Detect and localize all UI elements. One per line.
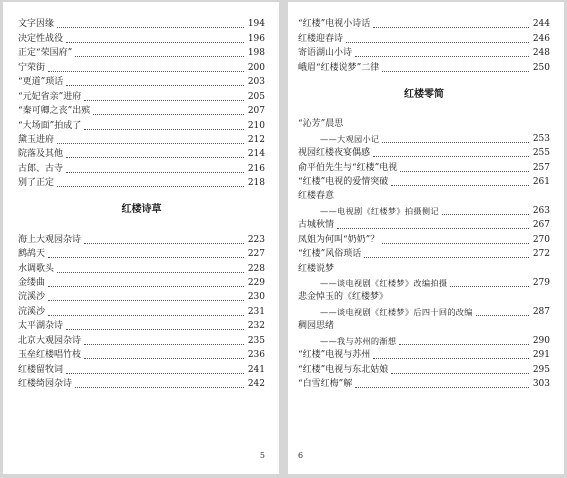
toc-entry-title: “白雪红梅”解	[298, 379, 353, 390]
toc-entry-page: 223	[247, 234, 265, 245]
dot-leader	[57, 271, 244, 273]
toc-subtitle-row	[298, 303, 550, 317]
dot-leader	[66, 41, 244, 43]
toc-entry-page: 194	[247, 19, 265, 30]
toc-entry-row	[18, 289, 265, 303]
toc-entry-title: 海上大观园杂诗	[18, 234, 82, 245]
toc-entry-row	[298, 159, 550, 173]
dot-leader	[382, 141, 528, 143]
toc-entry-title: 别了正定	[18, 178, 55, 189]
dot-leader	[66, 156, 244, 158]
toc-entry-title: 俞平伯先生与“红楼”电视	[298, 162, 398, 173]
toc-entry-row	[18, 59, 265, 73]
toc-entry-title: 鹧鸪天	[18, 249, 46, 260]
toc-entry-row	[298, 16, 550, 30]
toc-entry-page: 257	[532, 162, 550, 173]
toc-entry-title: ——谈电视剧《红楼梦》改编拍摄	[320, 278, 448, 288]
toc-entry-title: 浣溪沙	[18, 292, 46, 303]
dot-leader	[346, 41, 529, 43]
toc-entry-page: 228	[247, 263, 265, 274]
dot-leader	[373, 357, 529, 359]
toc-entry-title: 古城秋情	[298, 220, 335, 231]
toc-entry-row	[18, 347, 265, 361]
toc-entry-page: 261	[532, 176, 550, 187]
section-title-hongloulingjian: 红楼零简	[404, 88, 444, 100]
toc-entry-row	[18, 275, 265, 289]
dot-leader	[48, 285, 244, 287]
left-page	[3, 2, 279, 474]
toc-entry-row	[18, 361, 265, 375]
toc-entry-page: 290	[532, 335, 550, 346]
toc-entry-page: 303	[532, 379, 550, 390]
toc-entry-title: 玉垒红楼唱竹枝	[18, 350, 82, 361]
toc-entry-title: 视园红楼夜宴偶感	[298, 148, 371, 159]
toc-entry-row	[18, 146, 265, 160]
toc-entry-page: 229	[247, 278, 265, 288]
toc-entry-row	[18, 16, 265, 30]
toc-entry-row	[298, 347, 550, 361]
toc-entry-title: “红楼”电视的爱情突破	[298, 176, 389, 187]
dot-leader	[57, 142, 244, 144]
dot-leader	[364, 256, 529, 258]
dot-leader	[337, 227, 529, 229]
toc-entry-title: “大场面”拍成了	[18, 120, 82, 131]
toc-entry-title: 红楼春意	[298, 191, 335, 202]
toc-entry-title: 黛玉进府	[18, 134, 55, 145]
toc-entry-page: 248	[532, 48, 550, 59]
toc-entry-page: 207	[247, 106, 265, 117]
toc-entry-title: 红楼迎春诗	[298, 33, 344, 44]
dot-leader	[57, 26, 244, 28]
dot-leader	[57, 185, 244, 187]
toc-entry-page: 210	[247, 120, 265, 131]
toc-entry-row	[298, 376, 550, 390]
dot-leader	[84, 242, 244, 244]
toc-entry-row	[298, 289, 550, 303]
toc-entry-title: 稠园思绪	[298, 321, 335, 332]
toc-entry-title: “红楼”风俗琐话	[298, 249, 362, 260]
toc-entry-page: 270	[532, 234, 550, 245]
dot-leader	[84, 99, 244, 101]
toc-entry-page: 241	[247, 364, 265, 375]
toc-entry-row	[18, 231, 265, 245]
toc-entry-page: 287	[532, 306, 550, 317]
toc-entry-row	[298, 246, 550, 260]
dot-leader	[66, 84, 244, 86]
dot-leader	[66, 328, 244, 330]
toc-entry-page: 246	[532, 33, 550, 44]
toc-entry-row	[298, 116, 550, 130]
toc-entry-page: 235	[247, 335, 265, 346]
toc-entry-page: 216	[247, 163, 265, 174]
toc-entry-row	[18, 246, 265, 260]
page-number-right: 6	[298, 451, 304, 460]
dot-leader	[84, 343, 244, 345]
toc-entry-row	[298, 145, 550, 159]
toc-list-left-bottom	[18, 231, 265, 390]
dot-leader	[66, 171, 244, 173]
toc-entry-title: 红楼说梦	[298, 263, 335, 274]
toc-subtitle-row	[298, 202, 550, 216]
toc-entry-title: 金缕曲	[18, 278, 46, 288]
dot-leader	[75, 55, 244, 57]
toc-entry-page: 214	[247, 149, 265, 160]
toc-entry-title: “秦可卿之丧”出殡	[18, 106, 91, 117]
dot-leader	[382, 242, 529, 244]
toc-entry-title: 红楼绮园杂诗	[18, 379, 73, 390]
toc-entry-page: 196	[247, 33, 265, 44]
dot-leader	[450, 285, 528, 287]
toc-entry-title: 文字因缘	[18, 19, 55, 30]
toc-entry-row	[18, 376, 265, 390]
section-title-hongloushicao: 红楼诗草	[121, 204, 162, 216]
toc-entry-title: 宁荣街	[18, 62, 46, 73]
toc-entry-row	[18, 160, 265, 174]
toc-entry-title: “红楼”电视与东北姑娘	[298, 364, 389, 375]
toc-entry-page: 227	[247, 249, 265, 260]
toc-entry-title: “红楼”电视小诗话	[298, 19, 371, 30]
toc-entry-row	[298, 217, 550, 231]
toc-entry-page: 205	[247, 91, 265, 102]
toc-entry-row	[18, 260, 265, 274]
toc-subtitle-row	[298, 130, 550, 144]
right-page	[288, 2, 564, 474]
dot-leader	[355, 386, 529, 388]
toc-entry-title: 决定性战役	[18, 33, 64, 44]
toc-entry-page: 253	[532, 133, 550, 144]
dot-leader	[399, 343, 528, 345]
dot-leader	[48, 70, 244, 72]
toc-entry-row	[298, 45, 550, 59]
toc-entry-row	[298, 318, 550, 332]
toc-entry-page: 255	[532, 148, 550, 159]
dot-leader	[84, 128, 244, 130]
toc-entry-page: 295	[532, 364, 550, 375]
toc-entry-title: 凤姐为何叫“奶奶”？	[298, 234, 380, 245]
toc-entry-title: 悲金悼玉的《红楼梦》	[298, 292, 389, 303]
dot-leader	[48, 299, 244, 301]
dot-leader	[66, 372, 244, 374]
toc-list-right-top	[298, 16, 550, 74]
dot-leader	[48, 256, 244, 258]
toc-entry-title: “沁芳”晨思	[298, 119, 344, 130]
dot-leader	[84, 357, 244, 359]
toc-entry-page: 267	[532, 220, 550, 231]
dot-leader	[400, 170, 529, 172]
toc-entry-row	[18, 88, 265, 102]
toc-entry-title: 北京大观园杂诗	[18, 335, 82, 346]
toc-entry-row	[298, 30, 550, 44]
toc-entry-title: ——电视剧《红楼梦》拍摄侧记	[320, 205, 439, 216]
dot-leader	[373, 155, 529, 157]
toc-entry-row	[18, 103, 265, 117]
toc-entry-row	[18, 303, 265, 317]
toc-entry-page: 231	[247, 306, 265, 317]
toc-entry-page: 230	[247, 292, 265, 303]
toc-entry-title: ——大观园小记	[320, 133, 380, 144]
toc-subtitle-row	[298, 275, 550, 289]
toc-entry-row	[18, 30, 265, 44]
dot-leader	[355, 55, 529, 57]
dot-leader	[476, 314, 529, 316]
toc-entry-row	[18, 45, 265, 59]
toc-entry-title: 寄语湖山小诗	[298, 48, 353, 59]
toc-entry-title: “红楼”电视与苏州	[298, 350, 371, 361]
page-number-left: 5	[259, 451, 265, 460]
toc-entry-page: 198	[247, 48, 265, 59]
dot-leader	[442, 213, 529, 215]
toc-entry-page: 272	[532, 249, 550, 260]
toc-entry-title: 正定“荣国府”	[18, 48, 73, 59]
dot-leader	[48, 314, 244, 316]
toc-entry-row	[298, 59, 550, 73]
toc-entry-page: 279	[532, 278, 550, 288]
toc-entry-page: 291	[532, 350, 550, 361]
toc-entry-title: 院落及其他	[18, 149, 64, 160]
toc-list-left-top	[18, 16, 265, 189]
toc-entry-title: 太平湖杂诗	[18, 321, 64, 332]
toc-list-right-bottom	[298, 116, 550, 390]
toc-entry-row	[18, 332, 265, 346]
toc-entry-row	[18, 117, 265, 131]
toc-entry-title: 红楼留牧词	[18, 364, 64, 375]
dot-leader	[382, 70, 529, 72]
toc-entry-row	[18, 175, 265, 189]
toc-entry-page: 236	[247, 350, 265, 361]
toc-entry-row	[298, 361, 550, 375]
dot-leader	[93, 113, 244, 115]
toc-entry-row	[18, 318, 265, 332]
toc-entry-title: “更道”琐话	[18, 77, 64, 88]
toc-entry-page: 232	[247, 321, 265, 332]
toc-entry-page: 203	[247, 77, 265, 88]
toc-entry-row	[18, 132, 265, 146]
toc-entry-page: 200	[247, 62, 265, 73]
toc-entry-title: ——谈电视剧《红楼梦》后四十回的改编	[320, 306, 473, 317]
toc-entry-title: 古郎、古寺	[18, 163, 64, 174]
toc-entry-page: 250	[532, 62, 550, 73]
toc-entry-title: 浣溪沙	[18, 306, 46, 317]
toc-entry-row	[298, 231, 550, 245]
toc-subtitle-row	[298, 332, 550, 346]
toc-entry-page: 212	[247, 134, 265, 145]
toc-entry-title: ——我与苏州的渐想	[320, 335, 397, 346]
dot-leader	[75, 386, 244, 388]
toc-entry-row	[298, 260, 550, 274]
toc-entry-title: “元妃省亲”进府	[18, 91, 82, 102]
dot-leader	[373, 26, 529, 28]
dot-leader	[391, 372, 529, 374]
toc-entry-page: 242	[247, 379, 265, 390]
toc-entry-page: 218	[247, 178, 265, 189]
toc-entry-row	[298, 188, 550, 202]
toc-entry-title: 峨眉“红楼说梦”二律	[298, 62, 380, 73]
dot-leader	[391, 184, 529, 186]
toc-entry-row	[298, 174, 550, 188]
toc-entry-title: 水调歌头	[18, 263, 55, 274]
toc-entry-page: 244	[532, 19, 550, 30]
toc-entry-page: 263	[532, 205, 550, 216]
toc-entry-row	[18, 74, 265, 88]
